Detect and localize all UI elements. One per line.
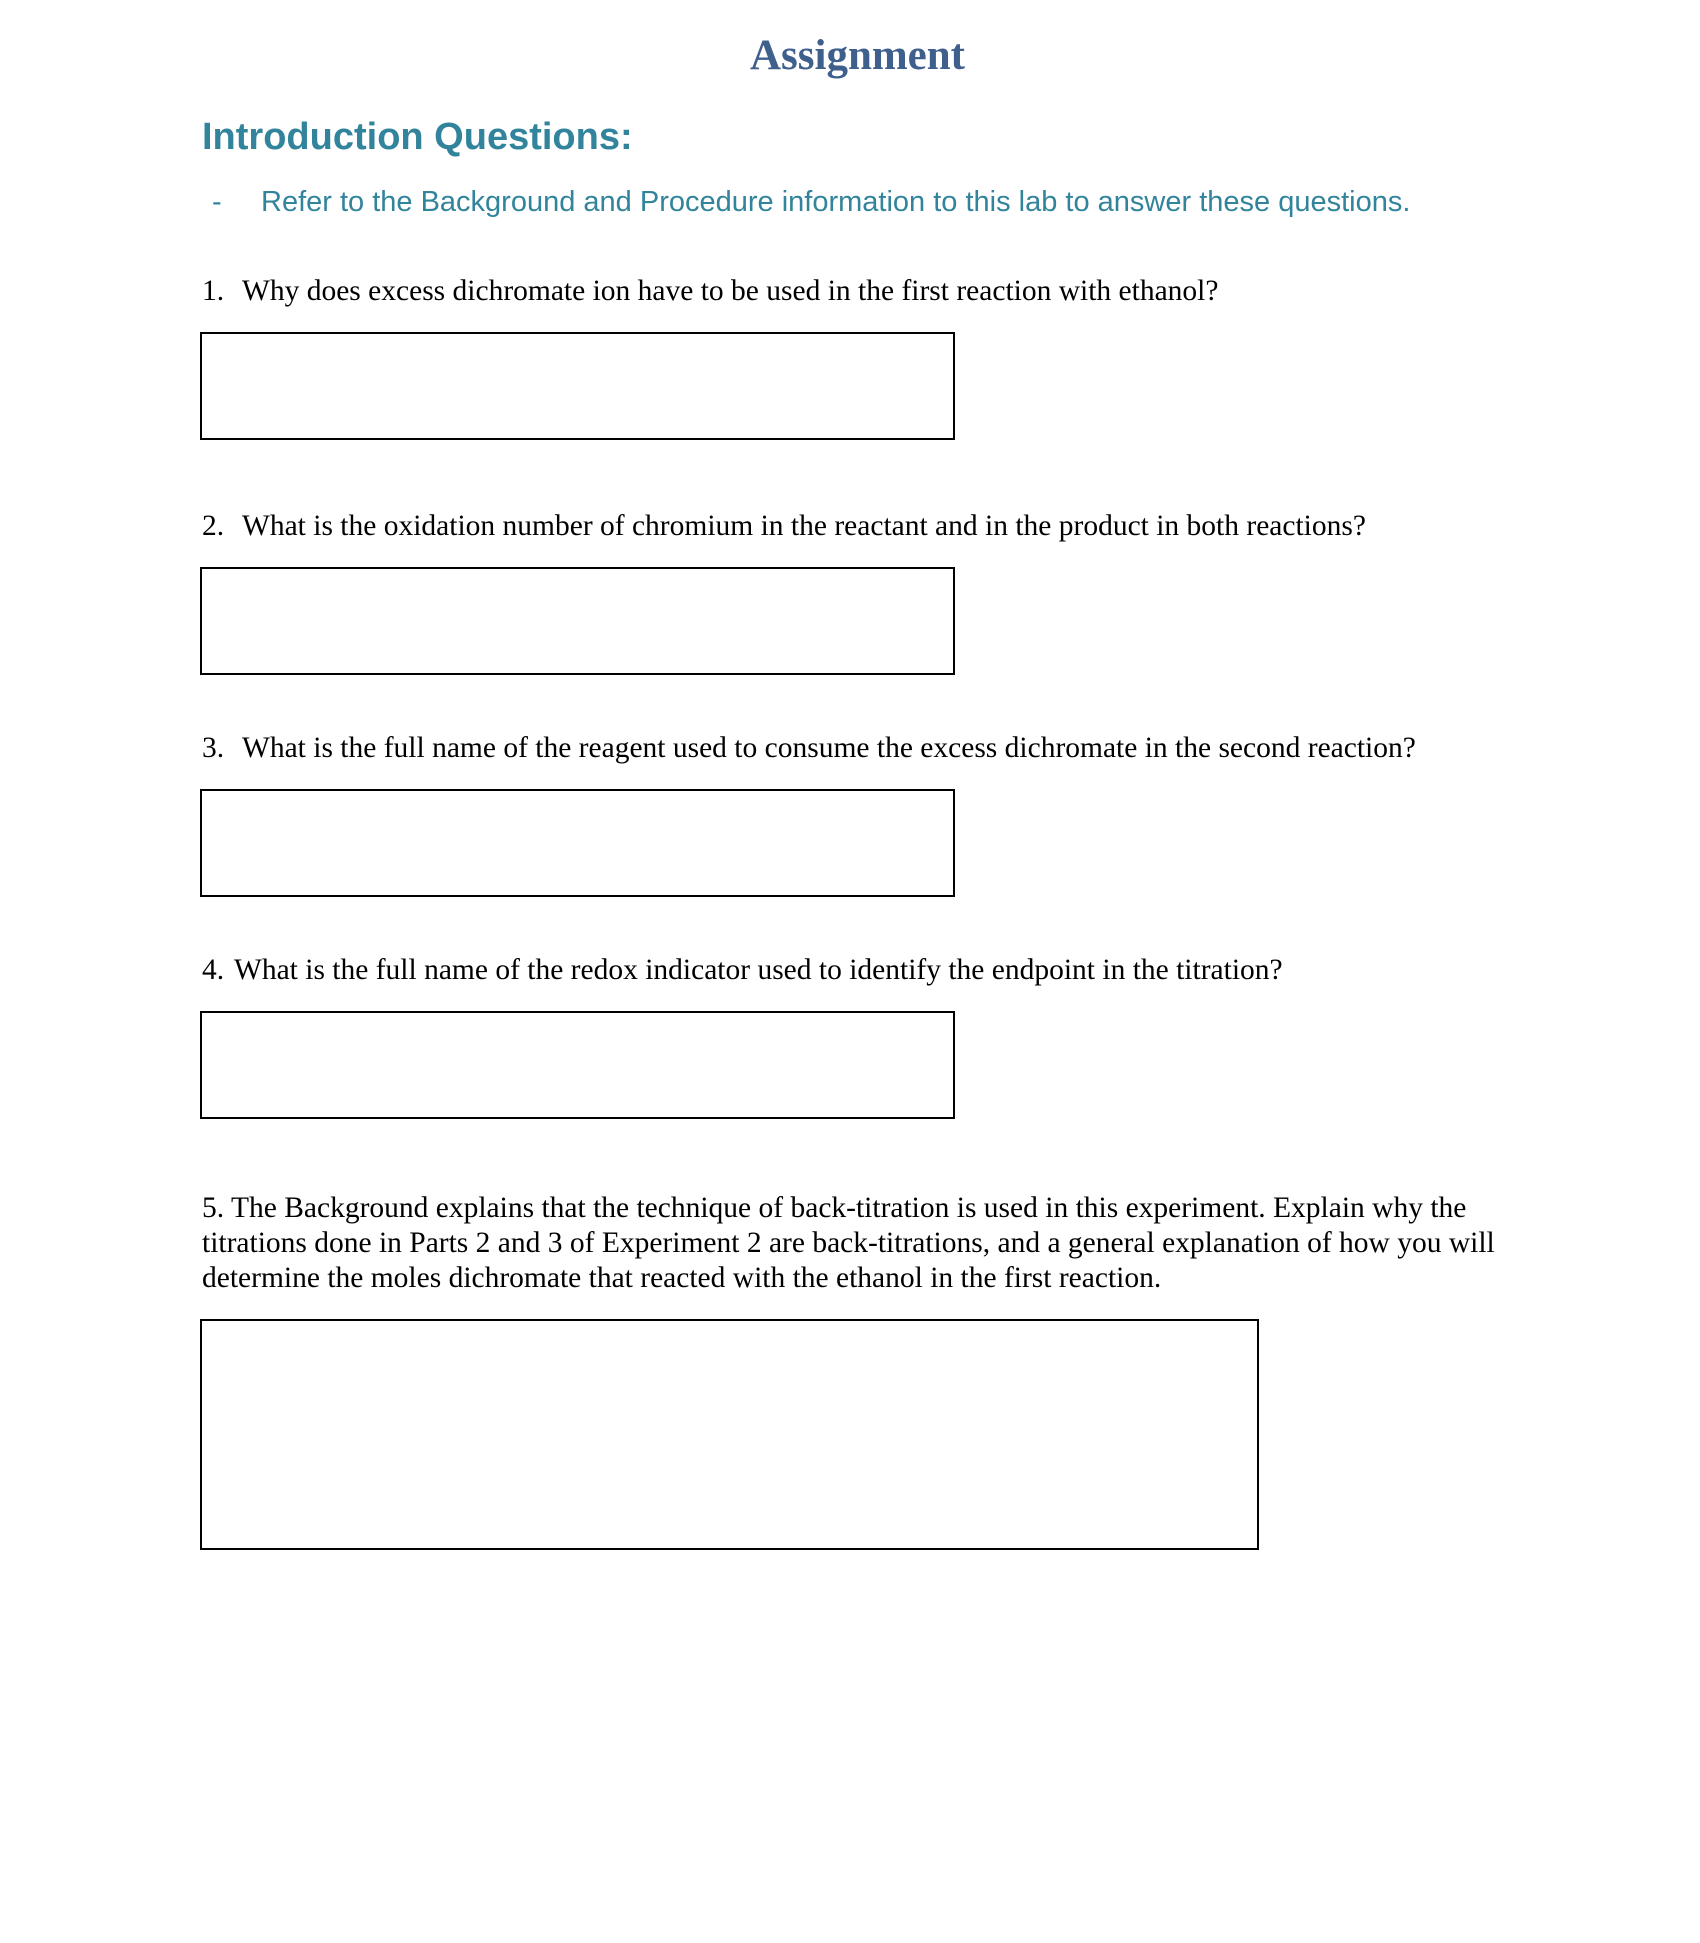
question-5: [202, 1191, 1502, 1296]
question-1: [202, 274, 1218, 309]
question-2-text: What is the oxidation number of chromium in the reactant and in the product in both reactions?: [242, 510, 1366, 542]
question-5-text: The Background explains that the technique of back-titration is used in this experiment. Explain why the titrations done in Parts 2 and 3 of Experiment 2 are back-titrations, and a general explanation of how you will determine the moles dichromate that reacted with the ethanol in the first reaction.: [202, 1192, 1495, 1294]
note-bullet: -: [212, 186, 222, 218]
answer-box-5[interactable]: [200, 1319, 1259, 1550]
question-2: [202, 509, 1366, 544]
answer-box-4[interactable]: [200, 1011, 955, 1119]
question-3-number: 3.: [202, 732, 225, 764]
page-title: Assignment: [749, 32, 966, 79]
question-1-number: 1.: [202, 275, 225, 307]
question-1-text: Why does excess dichromate ion have to be used in the first reaction with ethanol?: [242, 275, 1219, 307]
note-text: Refer to the Background and Procedure information to this lab to answer these questions.: [261, 186, 1411, 218]
answer-box-3[interactable]: [200, 789, 955, 897]
question-2-number: 2.: [202, 510, 225, 542]
question-4-text: What is the full name of the redox indicator used to identify the endpoint in the titration?: [234, 954, 1283, 986]
question-4-number: 4.: [202, 954, 225, 986]
question-5-number: 5.: [202, 1192, 225, 1224]
question-4: [202, 953, 1283, 988]
answer-box-2[interactable]: [200, 567, 955, 675]
answer-box-1[interactable]: [200, 332, 955, 440]
section-heading: Introduction Questions:: [202, 116, 633, 158]
question-3: [202, 731, 1416, 766]
question-3-text: What is the full name of the reagent used to consume the excess dichromate in the second reaction?: [242, 732, 1416, 764]
